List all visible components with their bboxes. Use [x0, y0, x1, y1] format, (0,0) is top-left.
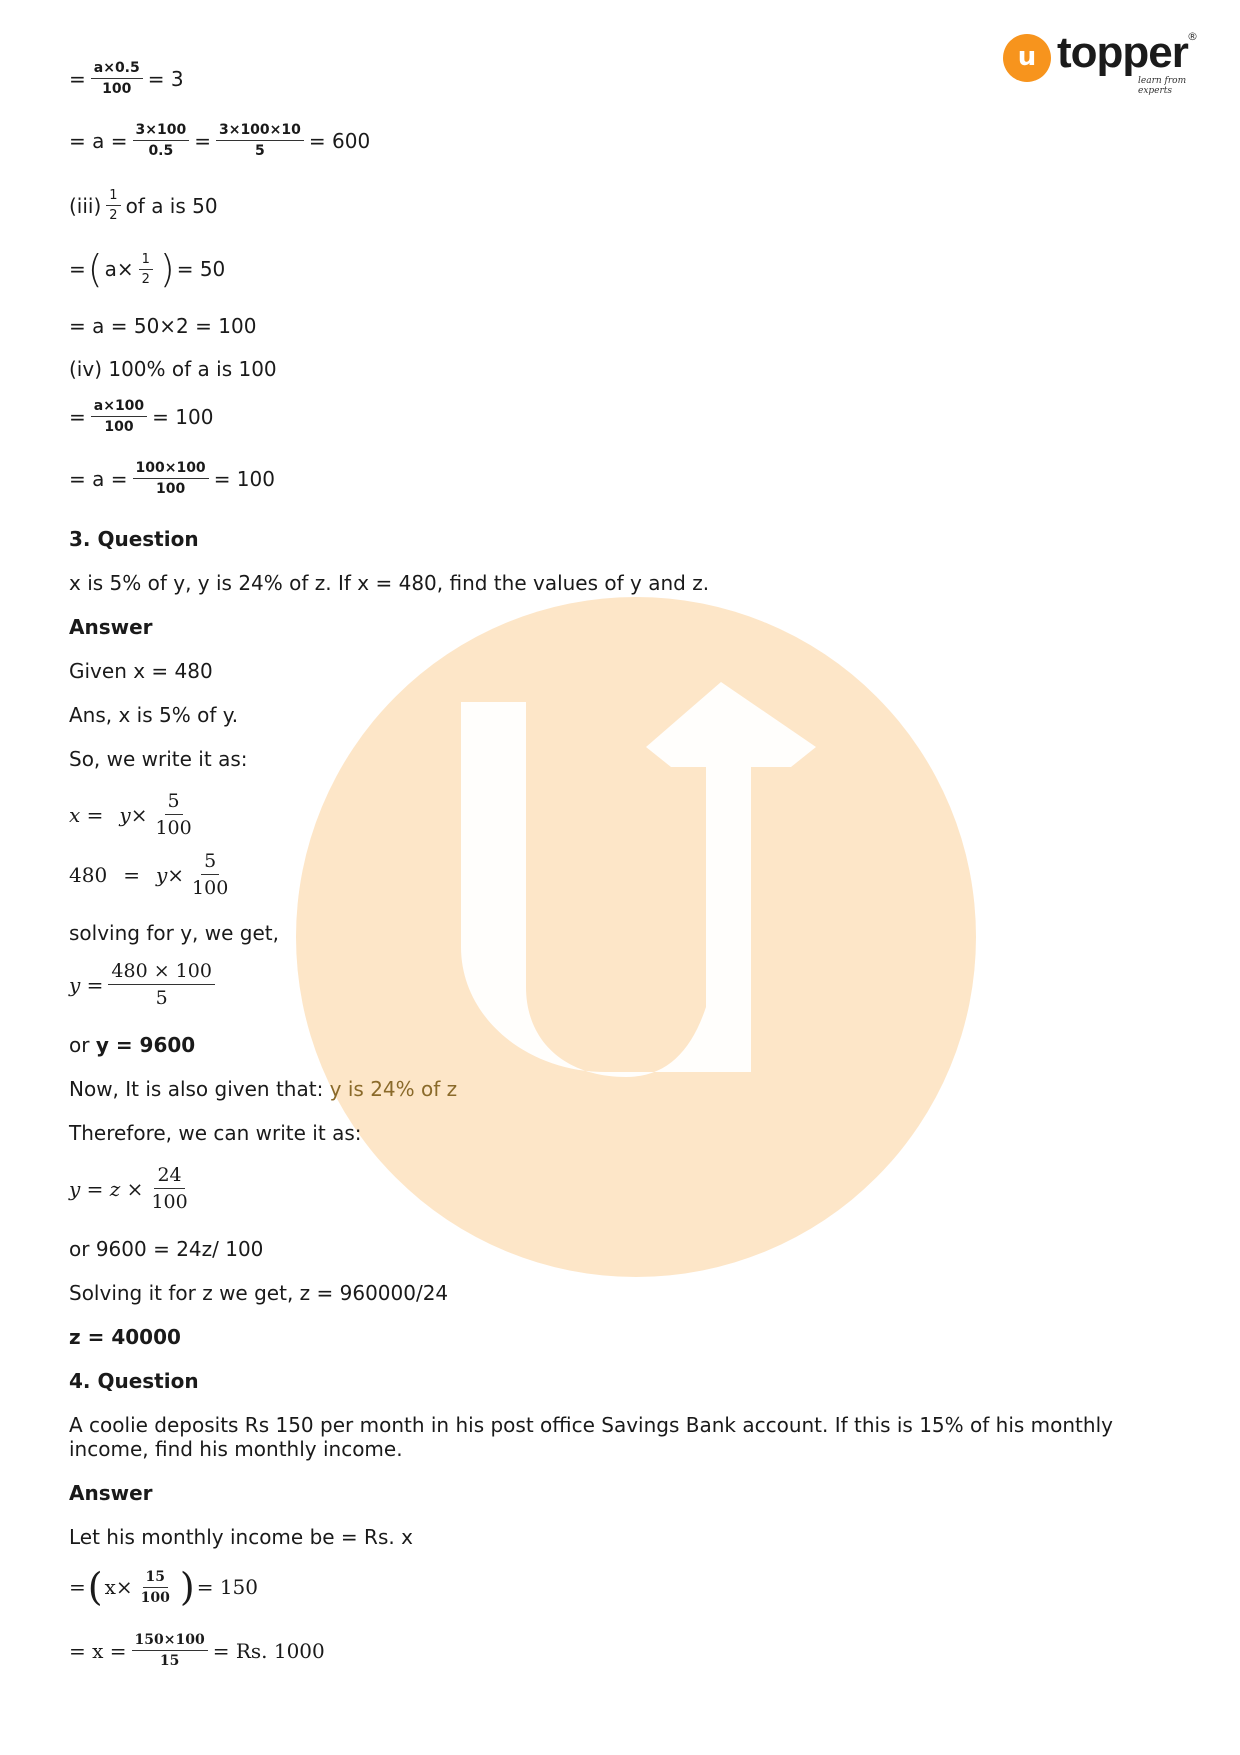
- right-paren: ): [179, 1565, 195, 1609]
- result-y: y = 9600: [95, 1033, 196, 1057]
- fraction: [148, 1164, 190, 1213]
- fraction: [91, 398, 147, 435]
- coolie-equation-2: [69, 1632, 325, 1669]
- result: = Rs. 1000: [212, 1638, 325, 1663]
- math-z-equation: [69, 1164, 196, 1213]
- equation-5: [69, 398, 213, 435]
- equation-4: = a = 50×2 = 100: [69, 314, 257, 338]
- denominator: 100: [104, 419, 134, 435]
- fraction: [216, 122, 304, 159]
- lhs: y = z ×: [69, 1176, 144, 1201]
- question-4-text-line-2: income, find his monthly income.: [69, 1437, 403, 1461]
- result: = 50: [176, 257, 226, 281]
- term: a×: [104, 257, 134, 281]
- lhs: = a =: [69, 466, 128, 491]
- denominator: 0.5: [148, 143, 174, 159]
- math-480-equation: [69, 850, 236, 899]
- numerator: a×0.5: [91, 60, 143, 79]
- logo-wordmark: topper: [1057, 28, 1188, 77]
- denominator: 100: [151, 1191, 188, 1213]
- lhs: x =: [69, 802, 104, 827]
- numerator: 150×100: [132, 1632, 208, 1651]
- therefore-line: Therefore, we can write it as:: [69, 1121, 362, 1145]
- result: = 600: [308, 128, 371, 153]
- numerator: 1: [139, 252, 153, 270]
- topper-logo: [1003, 28, 1203, 96]
- fraction: [139, 252, 153, 287]
- part-iv-line: (iv) 100% of a is 100: [69, 357, 277, 381]
- fraction: [189, 850, 231, 899]
- question-4-text-line-1: A coolie deposits Rs 150 per month in his post office Savings Bank account. If this is 15% of his monthly: [69, 1413, 1113, 1437]
- question-3-text: x is 5% of y, y is 24% of z. If x = 480, find the values of y and z.: [69, 571, 710, 595]
- numerator: 5: [201, 850, 219, 875]
- part-label: (iii): [69, 193, 102, 218]
- equals-sign: =: [194, 128, 211, 153]
- numerator: 480 × 100: [108, 960, 215, 985]
- also-prefix: Now, It is also given that:: [69, 1077, 330, 1101]
- fraction: [133, 122, 190, 159]
- fraction: [138, 1569, 173, 1606]
- fraction: [152, 790, 194, 839]
- term: x×: [104, 1575, 133, 1599]
- logo-tagline: learn from experts: [1138, 76, 1187, 96]
- equation-2: [69, 122, 370, 159]
- numerator: 1: [106, 188, 120, 206]
- equation-1: [69, 60, 184, 97]
- numerator: 24: [154, 1164, 184, 1189]
- denominator: 100: [155, 817, 192, 839]
- equation-6: [69, 460, 275, 497]
- solving-z-line: Solving it for z we get, z = 960000/24: [69, 1281, 449, 1305]
- denominator: 100: [102, 81, 132, 97]
- equals-sign: =: [123, 862, 140, 887]
- denominator: 5: [155, 987, 168, 1009]
- part-iii-line: [69, 188, 218, 223]
- denominator: 2: [141, 271, 150, 287]
- fraction: [106, 188, 120, 223]
- solving-y-line: solving for y, we get,: [69, 921, 279, 945]
- lhs: = a =: [69, 128, 128, 153]
- question-3-heading: 3. Question: [69, 527, 199, 551]
- result: = 3: [147, 66, 184, 91]
- equals-sign: =: [69, 404, 86, 429]
- left-paren: (: [87, 247, 103, 291]
- equals-sign: =: [69, 1575, 86, 1599]
- term: y×: [119, 802, 148, 827]
- result-y-line: [69, 1032, 195, 1058]
- denominator: 100: [192, 877, 229, 899]
- math-x-equation: [69, 790, 200, 839]
- coolie-equation-1: [69, 1565, 258, 1609]
- result: = 150: [196, 1575, 258, 1599]
- fraction: [132, 1632, 208, 1669]
- answer-3-label: Answer: [69, 615, 153, 639]
- highlighted-text: y is 24% of z: [329, 1077, 458, 1101]
- numerator: 15: [143, 1569, 168, 1588]
- fraction: [108, 960, 215, 1009]
- result-prefix: or: [69, 1033, 96, 1057]
- equals-sign: =: [69, 66, 86, 91]
- logo-badge-icon: u: [1003, 34, 1051, 82]
- or-line: or 9600 = 24z/ 100: [69, 1237, 264, 1261]
- equals-sign: =: [69, 257, 86, 281]
- fraction: [91, 60, 143, 97]
- result: = 100: [152, 404, 214, 429]
- denominator: 5: [255, 143, 265, 159]
- registered-mark: ®: [1187, 30, 1198, 43]
- answer-4-label: Answer: [69, 1481, 153, 1505]
- given-line: Given x = 480: [69, 659, 213, 683]
- result-z-line: z = 40000: [69, 1325, 181, 1349]
- numerator: 5: [165, 790, 183, 815]
- left-paren: (: [87, 1565, 103, 1609]
- lhs: 480: [69, 862, 108, 887]
- question-4-heading: 4. Question: [69, 1369, 199, 1393]
- also-given-line: [69, 1076, 457, 1102]
- denominator: 2: [109, 208, 118, 223]
- fraction: [133, 460, 209, 497]
- equation-3: [69, 247, 226, 291]
- math-y-equation: [69, 960, 220, 1009]
- let-line: Let his monthly income be = Rs. x: [69, 1525, 413, 1549]
- numerator: a×100: [91, 398, 147, 417]
- result: = 100: [213, 466, 275, 491]
- numerator: 3×100×10: [216, 122, 304, 141]
- denominator: 100: [140, 1589, 170, 1606]
- denominator: 15: [159, 1653, 180, 1669]
- denominator: 100: [155, 481, 186, 497]
- part-text: of a is 50: [125, 193, 218, 218]
- numerator: 3×100: [133, 122, 190, 141]
- write-line: So, we write it as:: [69, 747, 248, 771]
- numerator: 100×100: [133, 460, 209, 479]
- lhs: = x =: [69, 1638, 127, 1663]
- ans-line: Ans, x is 5% of y.: [69, 703, 239, 727]
- lhs: y =: [69, 972, 104, 997]
- right-paren: ): [159, 247, 175, 291]
- term: y×: [155, 862, 185, 887]
